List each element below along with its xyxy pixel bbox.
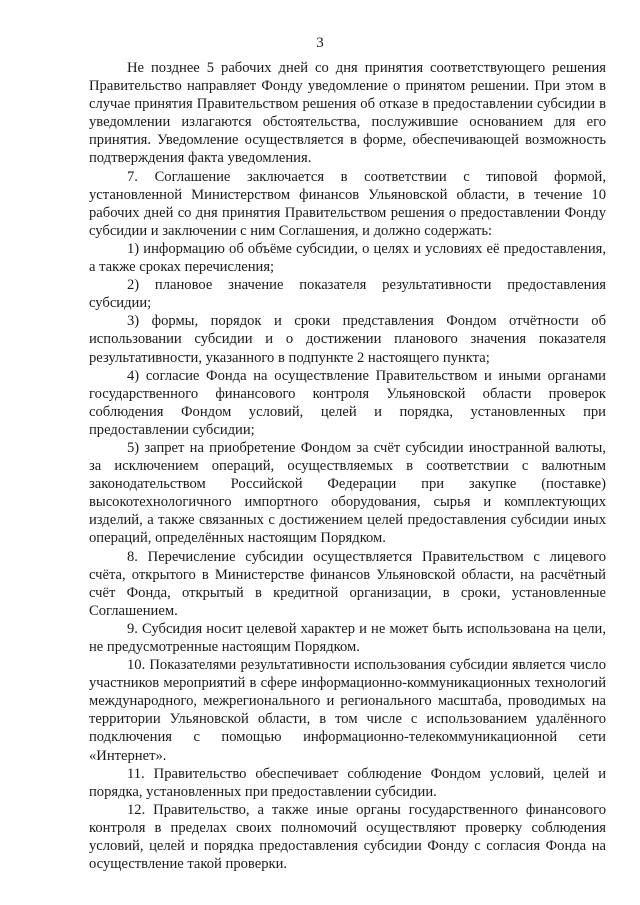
paragraph-9-purpose: 9. Субсидия носит целевой характер и не может быть использована на цели, не предусмотренные настоящим Порядком. bbox=[89, 620, 606, 655]
subitem-5-prohibition: 5) запрет на приобретение Фондом за счёт субсидии иностранной валюты, за исключением операций, осуществляемых в соответствии с валютным законодательством Российской Федерации при закупке (поставке) высокотехнологичного импортного оборудования, сырья и комплектующих изделий, а также связанных с достижением целей предоставления субсидии иных операций, определённых настоящим Порядком. bbox=[89, 439, 606, 547]
paragraph-10-indicators: 10. Показателями результативности использования субсидии является число участников мероприятий в сфере информационно-коммуникационных технологий международного, межрегионального и регионального масштаба, проводимых на территории Ульяновской области, в том числе с использованием удалённого подключения с помощью информационно-телекоммуникационной сети «Интернет». bbox=[89, 657, 606, 764]
paragraph-11-compliance: 11. Правительство обеспечивает соблюдение Фондом условий, целей и порядка, установленных при предоставлении субсидии. bbox=[89, 765, 606, 800]
document-body bbox=[89, 59, 606, 873]
paragraph-12-control: 12. Правительство, а также иные органы государственного финансового контроля в пределах своих полномочий осуществляют проверку соблюдения условий, целей и порядка предоставления субсидии Фонду с согласия Фонда на осуществление такой проверки. bbox=[89, 801, 606, 873]
paragraph-notification: Не позднее 5 рабочих дней со дня принятия соответствующего решения Правительство направляет Фонду уведомление о принятом решении. При этом в случае принятия Правительством решения об отказе в предоставлении субсидии в уведомлении излагаются обстоятельства, послужившие основанием для его принятия. Уведомление осуществляется в форме, обеспечивающей возможность подтверждения факта уведомления. bbox=[89, 60, 606, 167]
subitem-1-volume: 1) информацию об объёме субсидии, о целях и условиях её предоставления, а также сроках перечисления; bbox=[89, 240, 606, 276]
subitem-3-reporting: 3) формы, порядок и сроки представления Фондом отчётности об использовании субсидии и о достижении планового значения показателя результативности, указанного в подпункте 2 настоящего пункта; bbox=[89, 313, 606, 366]
paragraph-7-agreement: 7. Соглашение заключается в соответствии с типовой формой, установленной Министерством финансов Ульяновской области, в течение 10 рабочих дней со дня принятия Правительством решения о предоставлении Фонду субсидии и заключении с ним Соглашения, и должно содержать: bbox=[89, 168, 606, 239]
subitem-4-consent: 4) согласие Фонда на осуществление Правительством и иными органами государственного финансового контроля Ульяновской области проверок соблюдения Фондом условий, целей и порядка, установленных при предоставлении субсидии; bbox=[89, 367, 606, 438]
page-number: 3 bbox=[316, 35, 324, 51]
paragraph-8-transfer: 8. Перечисление субсидии осуществляется Правительством с лицевого счёта, открытого в Министерстве финансов Ульяновской области, на расчётный счёт Фонда, открытый в кредитной организации, в сроки, установленные Соглашением. bbox=[89, 548, 606, 619]
subitem-2-indicator: 2) плановое значение показателя результативности предоставления субсидии; bbox=[89, 277, 606, 312]
